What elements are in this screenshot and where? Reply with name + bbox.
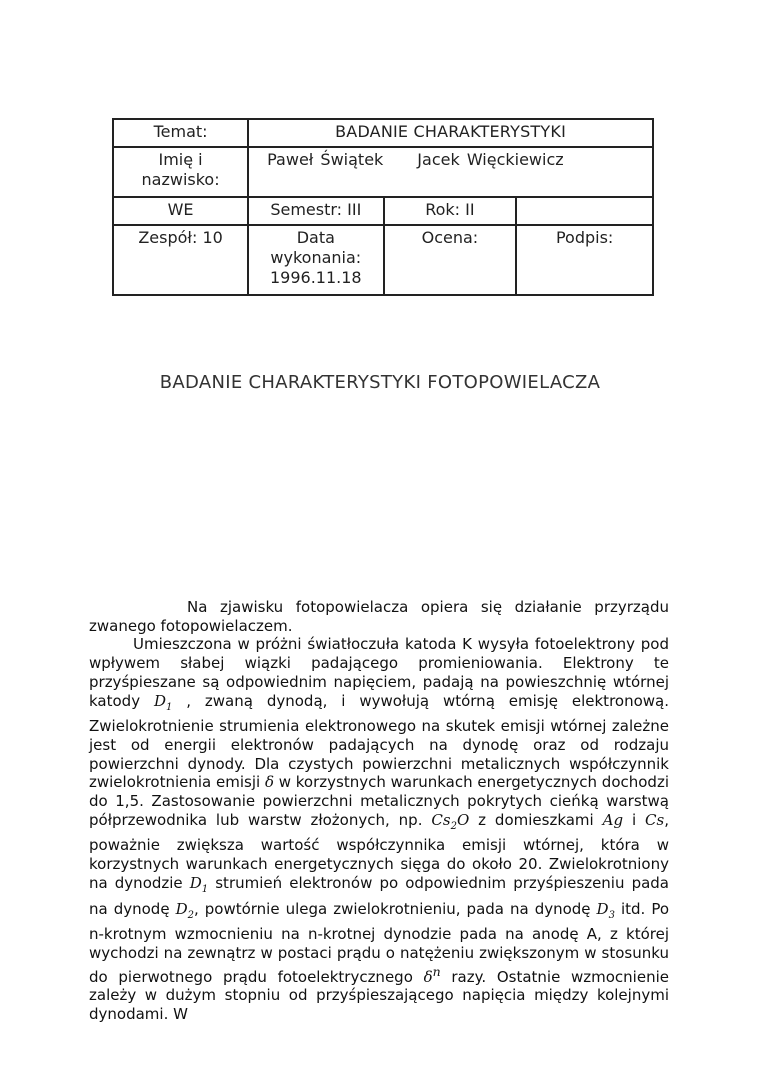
topic-label: Temat: [113,119,248,147]
symbol-cs2o [431,810,470,832]
group-cell: Zespół: 10 [113,225,248,295]
symbol-subscript: 3 [608,909,615,921]
report-header-table [112,118,654,296]
name-label: Imię i nazwisko: [113,147,248,197]
semester-row [113,197,653,225]
text-segment: , poważnie zwiększa wartość współczynnika emisji wtórnej, która w korzystnych warunkach energetycznych sięga do około 20. Zwielokrotniony na dynodzie [89,810,670,892]
topic-value: BADANIE CHARAKTERYSTYKI [248,119,653,147]
names-row [113,147,653,197]
author-name-2: Jacek Więckiewicz [417,150,564,169]
symbol-letter: D [153,691,166,710]
symbol-ag: Ag [602,810,624,829]
text-segment: i [623,810,646,829]
symbol-subscript: 2 [450,820,457,832]
date-label: Data wykonania: [270,228,362,267]
text-segment: itd. Po n-krotnym wzmocnieniu na n-krotnej dynodzie pada na anodę A, z której wychodzi na zewnątrz w postaci prądu o natężeniu zwiększonym w stosunku do pierwotnego prądu fotoelektrycznego [89,899,670,986]
text-segment: , powtórnie ulega zwielokrotnieniu, pada na dynodę [193,899,597,918]
symbol-cs: Cs [645,810,665,829]
document-title: BADANIE CHARAKTERYSTYKI FOTOPOWIELACZA [159,372,601,393]
symbol-subscript: 2 [187,909,194,921]
semester-cell: Semestr: III [248,197,383,225]
symbol-delta-n [423,963,441,986]
symbol-letter: D [596,899,609,918]
names-cell [248,147,653,197]
symbol-letter: Cs [431,810,451,829]
symbol-d1 [153,691,173,713]
text-segment: Umieszczona w próżni światłoczuła katoda K wysyła fotoelektrony pod wpływem słabej wiązki padającego promieniowania. Elektrony te przyśpieszane są odpowiednim napięciem, padają na powieszchnię wtórnej katody [89,635,669,710]
paragraph-2 [89,635,669,1023]
text-segment: , zwaną dynodą, i wywołują wtórną emisję elektronową. Zwielokrotnienie strumienia elektronowego na skutek emisji wtórnej zależne jest od energii elektronów padających na dynodę oraz od rodzaju powierzchni dynody. Dla czystych powierzchni metalicznych współczynnik zwielokrotnienia emisji [89,691,669,792]
symbol-letter: δ [423,967,433,986]
signature-cell: Podpis: [516,225,653,295]
symbol-superscript: n [432,963,441,979]
symbol-subscript: 1 [201,883,209,895]
topic-row [113,119,653,147]
group-row [113,225,653,295]
body-text [89,598,669,1024]
text-segment: z domieszkami [469,810,603,829]
symbol-d3 [596,899,615,921]
symbol-d1-second [189,873,209,895]
date-value: 1996.11.18 [270,268,362,287]
symbol-letter: O [456,810,470,829]
paragraph-1: Na zjawisku fotopowielacza opiera się działanie przyrządu zwanego fotopowielaczem. [89,598,669,635]
date-cell [248,225,383,295]
symbol-letter: D [189,873,202,892]
symbol-delta: δ [264,773,274,792]
symbol-d2 [175,899,194,921]
text-segment: w korzystnych warunkach energetycznych dochodzi do 1,5. Zastosowanie powierzchni metalicznych pokrytych cieńką warstwą półprzewodnika lub warstw złożonych, np. [89,773,669,829]
grade-cell: Ocena: [384,225,517,295]
text-segment: strumień elektronów po odpowiednim przyśpieszeniu pada na dynodę [89,873,669,918]
author-name-1: Paweł Świątek [267,150,384,169]
symbol-subscript: 1 [166,701,173,713]
year-cell: Rok: II [384,197,517,225]
faculty-cell: WE [113,197,248,225]
symbol-letter: D [175,899,188,918]
empty-cell [516,197,653,225]
text-segment: razy. Ostatnie wzmocnienie zależy w dużym stopniu od przyśpieszającego napięcia między kolejnymi dynodami. W [89,967,669,1024]
